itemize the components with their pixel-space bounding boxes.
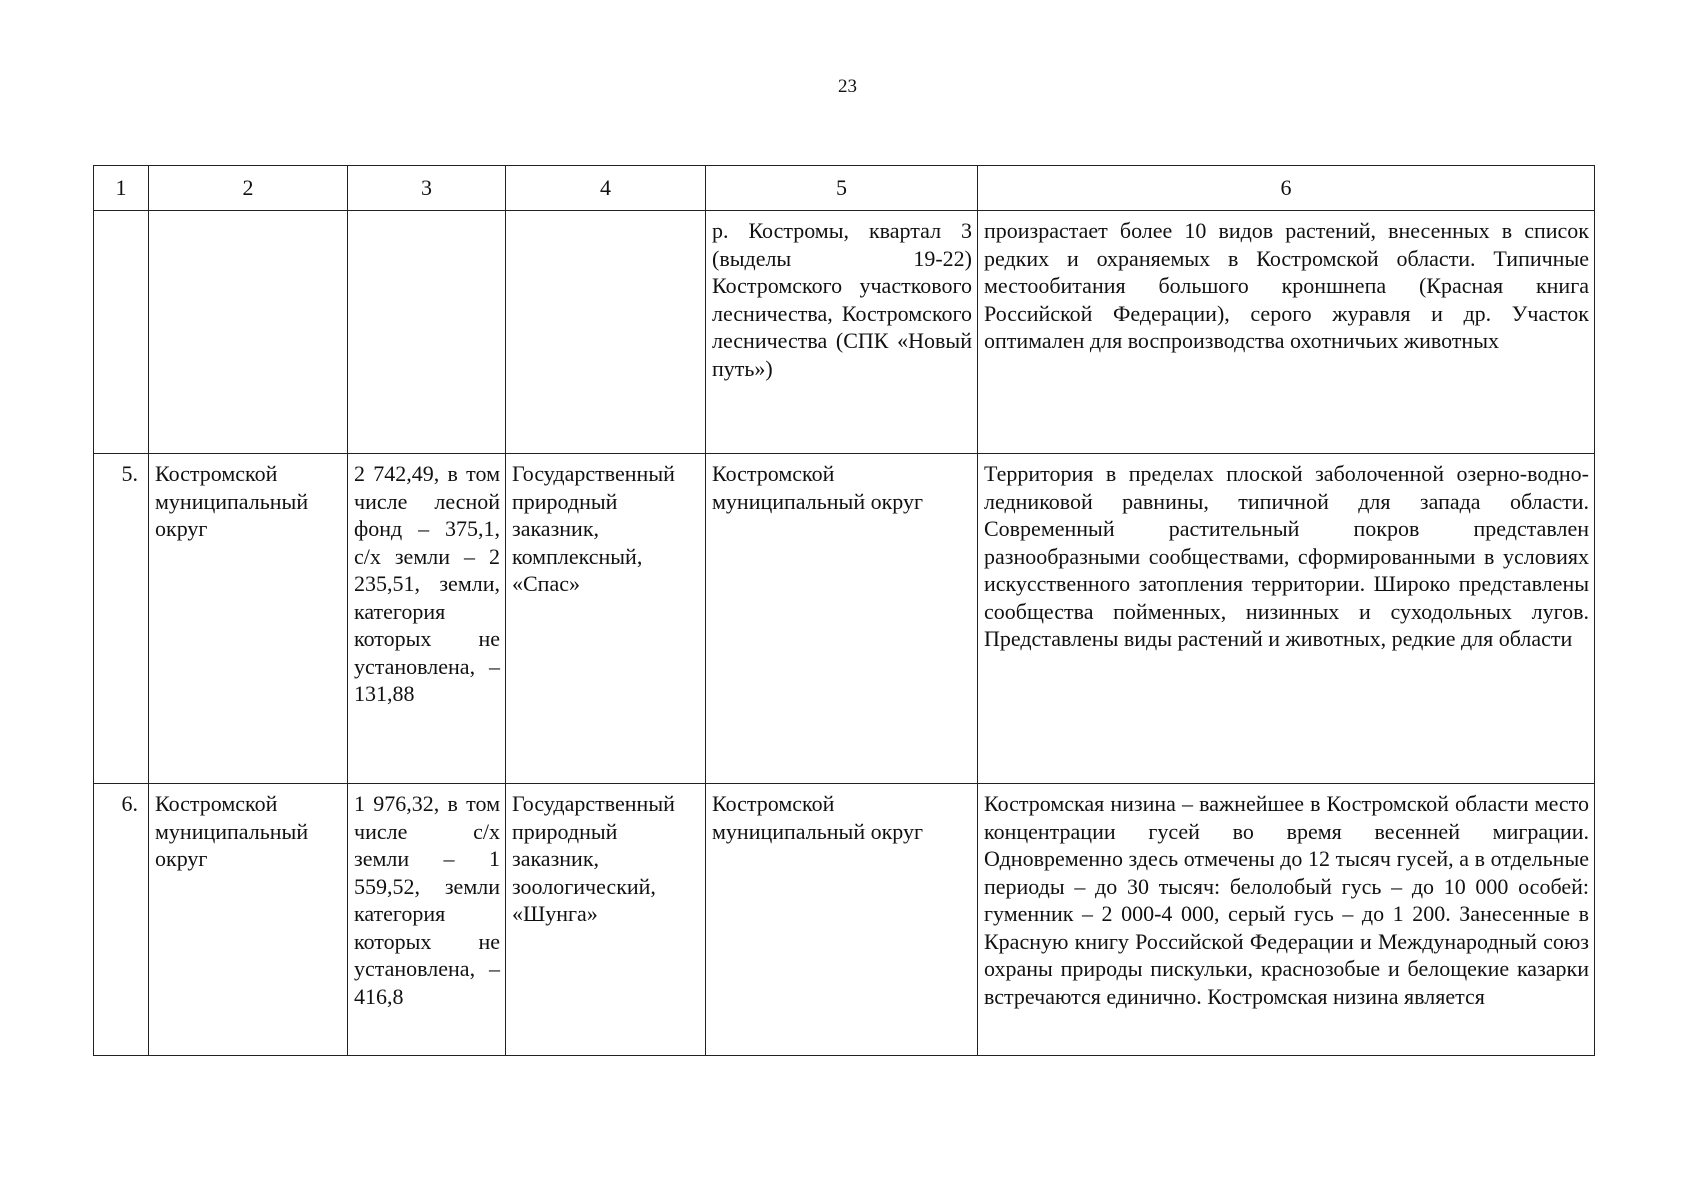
row-number: [94, 211, 149, 454]
page-number: 23: [838, 76, 857, 97]
description-cell: произрастает более 10 видов растений, внесенных в список редких и охраняемых в Костромской области. Типичные местообитания большого кроншнепа (Красная книга Российской Федерации), серого журавля и др. Участок оптимален для воспроизводства охотничьих животных: [978, 211, 1595, 454]
row-number: 5.: [94, 454, 149, 784]
area-cell: 2 742,49, в том числе лесной фонд – 375,1, с/х земли – 2 235,51, земли, категория которых не установлена, – 131,88: [348, 454, 506, 784]
column-header-5: 5: [706, 166, 978, 211]
column-header-3: 3: [348, 166, 506, 211]
location-cell: Костромской муниципальный округ: [706, 454, 978, 784]
district-cell: Костромской муниципальный округ: [149, 784, 348, 1056]
document-table: [93, 165, 1595, 1056]
category-cell: [506, 211, 706, 454]
column-header-1: 1: [94, 166, 149, 211]
description-cell: Территория в пределах плоской заболоченной озерно-водно-ледниковой равнины, типичной для запада области. Современный растительный покров представлен разнообразными сообществами, сформированными в условиях искусственного затопления территории. Широко представлены сообщества пойменных, низинных и суходольных лугов. Представлены виды растений и животных, редкие для области: [978, 454, 1595, 784]
location-cell: Костромской муниципальный округ: [706, 784, 978, 1056]
category-cell: Государственный природный заказник, зоологический, «Шунга»: [506, 784, 706, 1056]
table-row: [94, 211, 1595, 454]
table-header-row: [94, 166, 1595, 211]
description-cell: Костромская низина – важнейшее в Костромской области место концентрации гусей во время весенней миграции. Одновременно здесь отмечены до 12 тысяч гусей, а в отдельные периоды – до 30 тысяч: белолобый гусь – до 10 000 особей: гуменник – 2 000-4 000, серый гусь – до 1 200. Занесенные в Красную книгу Российской Федерации и Международный союз охраны природы пискульки, краснозобые и белощекие казарки встречаются единично. Костромская низина является: [978, 784, 1595, 1056]
column-header-6: 6: [978, 166, 1595, 211]
district-cell: [149, 211, 348, 454]
column-header-2: 2: [149, 166, 348, 211]
district-cell: Костромской муниципальный округ: [149, 454, 348, 784]
area-cell: 1 976,32, в том числе с/х земли – 1 559,52, земли категория которых не установлена, – 416,8: [348, 784, 506, 1056]
category-cell: Государственный природный заказник, комплексный, «Спас»: [506, 454, 706, 784]
table-row: [94, 454, 1595, 784]
location-cell: р. Костромы, квартал 3 (выделы 19-22) Костромского участкового лесничества, Костромского лесничества (СПК «Новый путь»): [706, 211, 978, 454]
table-row: [94, 784, 1595, 1056]
column-header-4: 4: [506, 166, 706, 211]
area-cell: [348, 211, 506, 454]
row-number: 6.: [94, 784, 149, 1056]
